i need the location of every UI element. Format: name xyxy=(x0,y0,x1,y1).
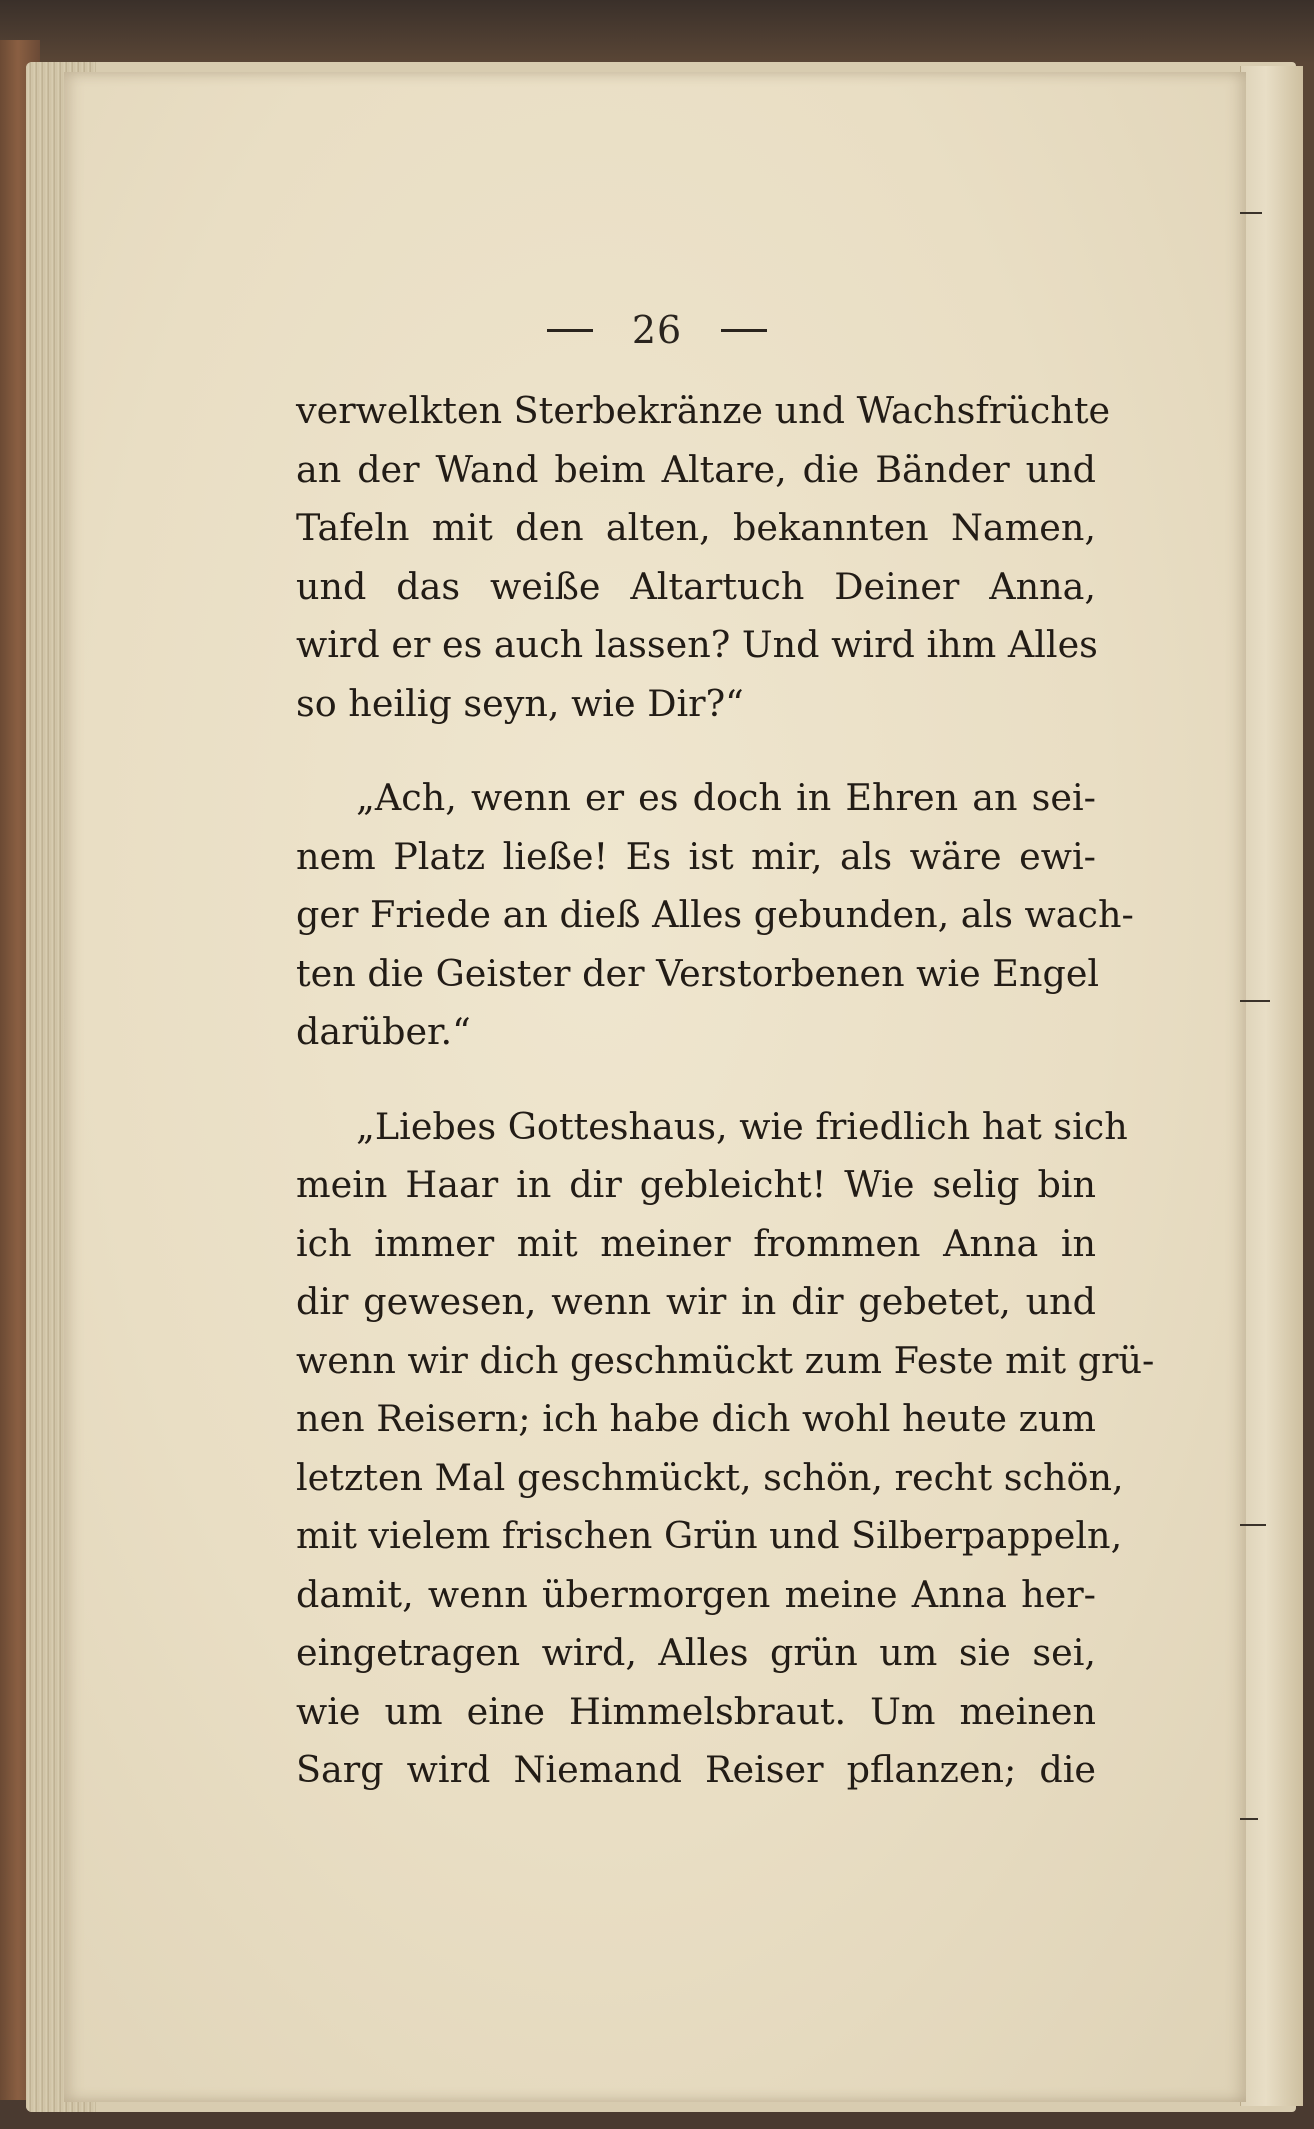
text-line: letzten Mal geschmückt, schön, recht schön, xyxy=(296,1455,1124,1499)
text-line: nem Platz ließe! Es ist mir, als wäre ewi- xyxy=(296,834,1096,878)
text-line: mein Haar in dir gebleicht! Wie selig bin xyxy=(296,1163,1096,1206)
text-line: verwelkten Sterbekränze und Wachsfrüchte xyxy=(296,389,1111,432)
text-line: ger Friede an dieß Alles gebunden, als wach- xyxy=(296,893,1134,936)
text-line: wie um eine Himmelsbraut. Um meinen xyxy=(296,1689,1096,1733)
text-line: „Liebes Gotteshaus, wie friedlich hat sich xyxy=(356,1104,1128,1148)
header-dash-left xyxy=(547,329,593,332)
page-number: 26 xyxy=(631,308,683,352)
body-text xyxy=(296,382,1155,1800)
text-line: so heilig seyn, wie Dir?“ xyxy=(296,681,744,725)
text-line: mit vielem frischen Grün und Silberpappeln, xyxy=(296,1514,1123,1557)
paragraph xyxy=(296,382,1111,733)
text-line: „Ach, wenn er es doch in Ehren an sei- xyxy=(356,776,1096,819)
text-line: wird er es auch lassen? Und wird ihm Alles xyxy=(296,623,1098,666)
facing-page-edge xyxy=(1240,66,1303,2106)
text-line: ten die Geister der Verstorbenen wie Engel xyxy=(296,951,1100,995)
text-line: und das weiße Altartuch Deiner Anna, xyxy=(296,564,1096,608)
page-edge-mark xyxy=(1240,1818,1258,1820)
text-line: darüber.“ xyxy=(296,1010,471,1053)
header-dash-right xyxy=(721,329,767,332)
page-header xyxy=(0,308,1314,352)
text-line: damit, wenn übermorgen meine Anna her- xyxy=(296,1572,1096,1616)
paragraph xyxy=(296,769,1134,1062)
text-line: ich immer mit meiner frommen Anna in xyxy=(296,1221,1096,1265)
page-edge-mark xyxy=(1240,1000,1270,1002)
text-line: Tafeln mit den alten, bekannten Namen, xyxy=(296,506,1096,549)
text-line: an der Wand beim Altare, die Bänder und xyxy=(296,447,1096,491)
text-line: eingetragen wird, Alles grün um sie sei, xyxy=(296,1631,1096,1674)
paragraph xyxy=(296,1098,1155,1800)
text-line: Sarg wird Niemand Reiser pflanzen; die xyxy=(296,1748,1096,1791)
page-edge-mark xyxy=(1240,1524,1266,1526)
text-line: wenn wir dich geschmückt zum Feste mit grü- xyxy=(296,1338,1155,1382)
text-line: dir gewesen, wenn wir in dir gebetet, und xyxy=(296,1280,1096,1323)
text-line: nen Reisern; ich habe dich wohl heute zum xyxy=(296,1397,1096,1440)
page-edge-mark xyxy=(1240,212,1262,214)
